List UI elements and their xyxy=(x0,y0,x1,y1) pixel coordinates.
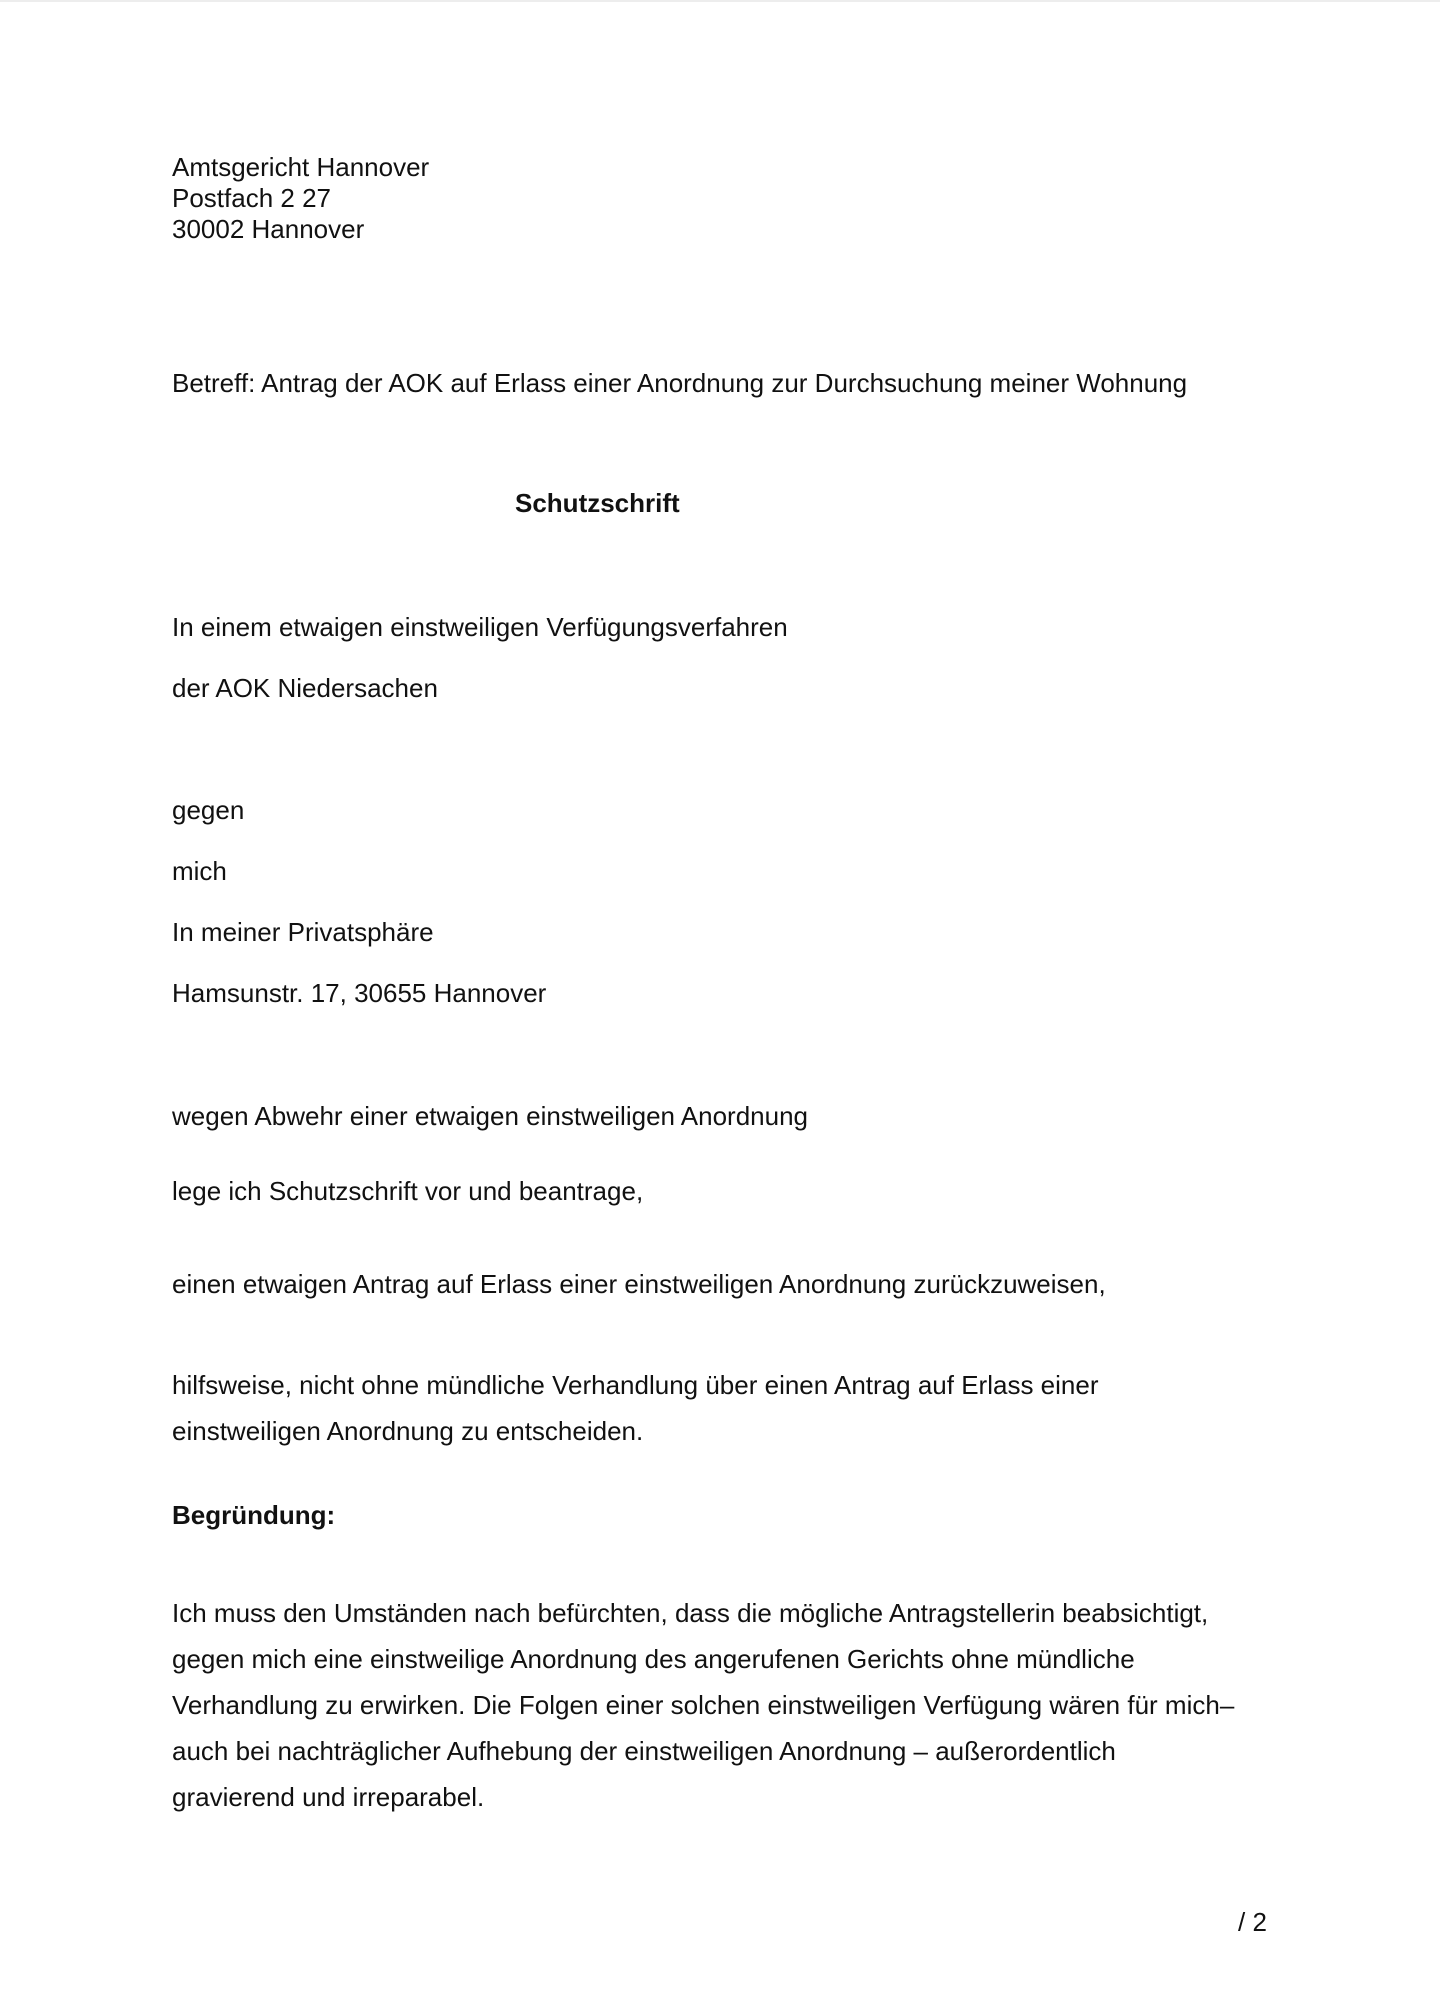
against-label: gegen xyxy=(172,795,245,825)
document-title: Schutzschrift xyxy=(515,488,680,518)
respondent-address: Hamsunstr. 17, 30655 Hannover xyxy=(172,978,547,1008)
applicant-name: der AOK Niedersachen xyxy=(172,673,438,703)
request-alternative-line: hilfsweise, nicht ohne mündliche Verhandlung über einen Antrag auf Erlass einer xyxy=(172,1370,1099,1400)
reasoning-line: gegen mich eine einstweilige Anordnung des angerufenen Gerichts ohne mündliche xyxy=(172,1644,1135,1674)
reasoning-line: gravierend und irreparabel. xyxy=(172,1782,485,1812)
matter-line: wegen Abwehr einer etwaigen einstweiligen Anordnung xyxy=(172,1101,808,1131)
subject-line: Betreff: Antrag der AOK auf Erlass einer Anordnung zur Durchsuchung meiner Wohnung xyxy=(172,368,1188,398)
page-number: / 2 xyxy=(1238,1907,1267,1937)
reasoning-paragraph xyxy=(172,1590,1234,1820)
request-alternative-line: einstweiligen Anordnung zu entscheiden. xyxy=(172,1416,644,1446)
request-alternative xyxy=(172,1362,1098,1454)
recipient-address xyxy=(172,152,429,245)
respondent-location: In meiner Privatsphäre xyxy=(172,917,434,947)
request-intro: lege ich Schutzschrift vor und beantrage, xyxy=(172,1176,644,1206)
request-main: einen etwaigen Antrag auf Erlass einer einstweiligen Anordnung zurückzuweisen, xyxy=(172,1269,1106,1299)
page-top-border xyxy=(0,0,1440,2)
proceedings-intro: In einem etwaigen einstweiligen Verfügungsverfahren xyxy=(172,612,788,642)
respondent: mich xyxy=(172,856,227,886)
reasoning-line: auch bei nachträglicher Aufhebung der einstweiligen Anordnung – außerordentlich xyxy=(172,1736,1116,1766)
reasoning-line: Ich muss den Umständen nach befürchten, dass die mögliche Antragstellerin beabsichtigt, xyxy=(172,1598,1209,1628)
reasoning-line: Verhandlung zu erwirken. Die Folgen einer solchen einstweiligen Verfügung wären für mich– xyxy=(172,1690,1235,1720)
address-line-court: Amtsgericht Hannover xyxy=(172,152,430,182)
address-line-city: 30002 Hannover xyxy=(172,214,365,244)
address-line-postbox: Postfach 2 27 xyxy=(172,183,331,213)
reasoning-heading: Begründung: xyxy=(172,1500,336,1530)
